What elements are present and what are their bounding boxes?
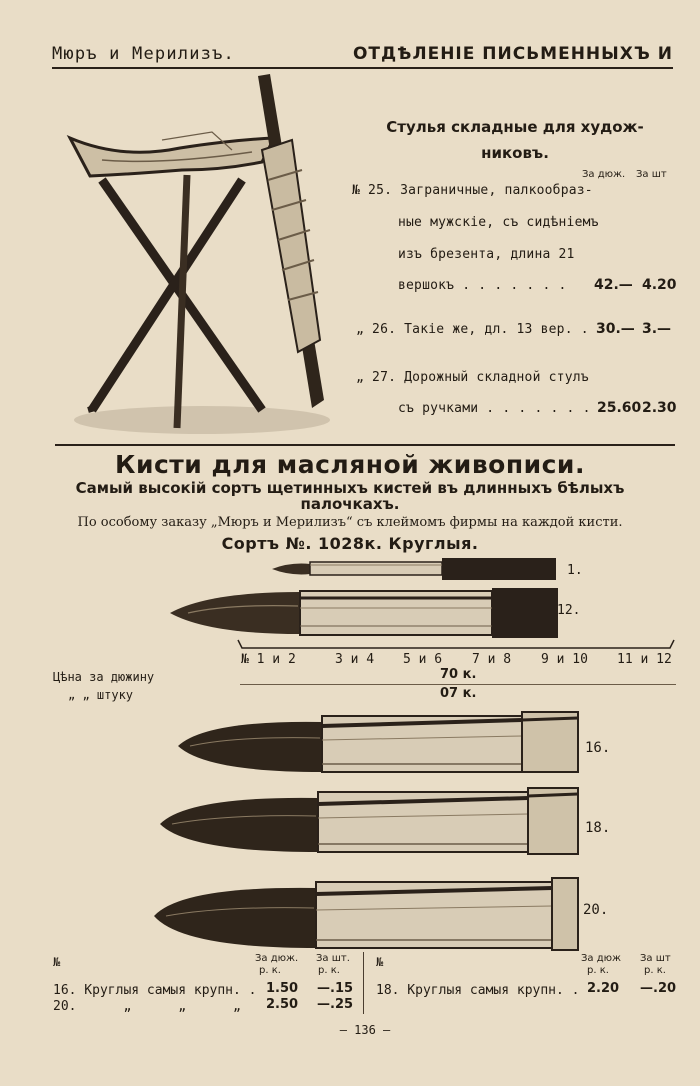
brush-label-20: 20.: [583, 902, 609, 918]
table-col-dozen-left: За дюж.: [255, 953, 299, 964]
size-1-2: № 1 и 2: [241, 652, 296, 667]
stool-item-26-line1: „ 26. Такіе же, дл. 13 вер. . .: [356, 322, 605, 337]
stools-title-line2: никовъ.: [481, 144, 549, 162]
table-row-18-dozen: 2.20: [587, 981, 620, 996]
stool-item-27-line1: „ 27. Дорожный складной стулъ: [356, 370, 589, 385]
stools-title-line1: Стулья складные для худож-: [386, 118, 644, 136]
brush-illustration-16: [176, 710, 580, 774]
table-unit-dozen-left: р. к.: [259, 965, 281, 976]
brushes-subtitle: Самый высокій сортъ щетинныхъ кистей въ длинныхъ бѣлыхъ палочкахъ.: [75, 479, 625, 513]
brush-label-1: 1.: [567, 563, 583, 578]
size-11-12: 11 и 12: [617, 652, 672, 667]
table-row-20-dozen: 2.50: [266, 997, 299, 1012]
section-divider: [55, 444, 675, 446]
table-row-20-piece: —.25: [317, 997, 354, 1012]
table-row-20-name: 20. „ „ „: [53, 999, 241, 1014]
table-unit-dozen-right: р. к.: [587, 965, 609, 976]
stool-item-25-line4: вершокъ . . . . . . .: [398, 278, 567, 293]
price-piece-value: 07 к.: [440, 686, 477, 701]
brushes-sort: Сортъ №. 1028к. Круглыя.: [221, 534, 479, 553]
table-column-divider: [363, 952, 364, 1014]
brush-illustration-18: [158, 786, 580, 856]
stool-item-27-line2: съ ручками . . . . . . .: [398, 401, 591, 416]
stools-title: [355, 114, 675, 166]
table-unit-piece-left: р. к.: [318, 965, 340, 976]
brushes-order-note: По особому заказу „Мюръ и Мерилизъ“ съ клеймомъ фирмы на каждой кисти.: [77, 515, 623, 530]
brush-illustration-12: [168, 586, 563, 640]
stool-item-25-piece: 4.20: [642, 277, 677, 293]
stools-col-dozen: За дюж.: [582, 169, 626, 180]
brushes-title: Кисти для масляной живописи.: [115, 450, 585, 479]
brush-illustration-20: [152, 876, 580, 952]
table-col-dozen-right: За дюж: [581, 953, 622, 964]
price-piece-label: „ „ штуку: [68, 688, 134, 702]
table-row-16-name: 16. Круглыя самыя крупн. .: [53, 983, 257, 998]
table-row-16-piece: —.15: [317, 981, 354, 996]
price-dozen-label: Цѣна за дюжину: [53, 670, 155, 684]
stool-item-25-dozen: 42.—: [594, 277, 633, 293]
page-header-right: ОТДѢЛЕНІЕ ПИСЬМЕННЫХЪ И: [352, 44, 673, 64]
price-dozen-value: 70 к.: [440, 667, 477, 682]
table-row-18-name: 18. Круглыя самыя крупн. .: [376, 983, 580, 998]
size-3-4: 3 и 4: [335, 652, 375, 667]
table-row-18-piece: —.20: [640, 981, 677, 996]
stool-item-25-line1: № 25. Заграничные, палкообраз-: [352, 183, 593, 198]
page-number: — 136 —: [339, 1023, 391, 1037]
size-9-10: 9 и 10: [541, 652, 588, 667]
stool-item-26-dozen: 30.—: [596, 321, 635, 337]
stool-item-27-piece: 2.30: [642, 400, 677, 416]
size-scale-bracket: [236, 638, 676, 654]
table-num-header-right: №: [376, 955, 384, 969]
stool-item-27-dozen: 25.60: [597, 400, 642, 416]
size-5-6: 5 и 6: [403, 652, 443, 667]
table-num-header-left: №: [53, 955, 61, 969]
table-row-16-dozen: 1.50: [266, 981, 299, 996]
table-col-piece-right: За шт: [640, 953, 671, 964]
stool-item-25-line2: ные мужскіе, съ сидѣніемъ: [398, 215, 599, 230]
header-rule: [52, 67, 673, 69]
price-rule: [240, 684, 676, 685]
stool-item-26-piece: 3.—: [642, 321, 672, 337]
stool-item-25-line3: изъ брезента, длина 21: [398, 247, 575, 262]
brush-label-16: 16.: [585, 740, 611, 756]
page-header-left: Мюръ и Мерилизъ.: [52, 44, 235, 64]
table-col-piece-left: За шт.: [316, 953, 350, 964]
table-unit-piece-right: р. к.: [644, 965, 666, 976]
size-7-8: 7 и 8: [472, 652, 512, 667]
folding-stool-illustration: [62, 70, 342, 440]
brush-label-12: 12.: [557, 603, 581, 618]
brush-illustration-1: [270, 556, 570, 582]
stools-col-piece: За шт: [636, 169, 667, 180]
brush-label-18: 18.: [585, 820, 611, 836]
